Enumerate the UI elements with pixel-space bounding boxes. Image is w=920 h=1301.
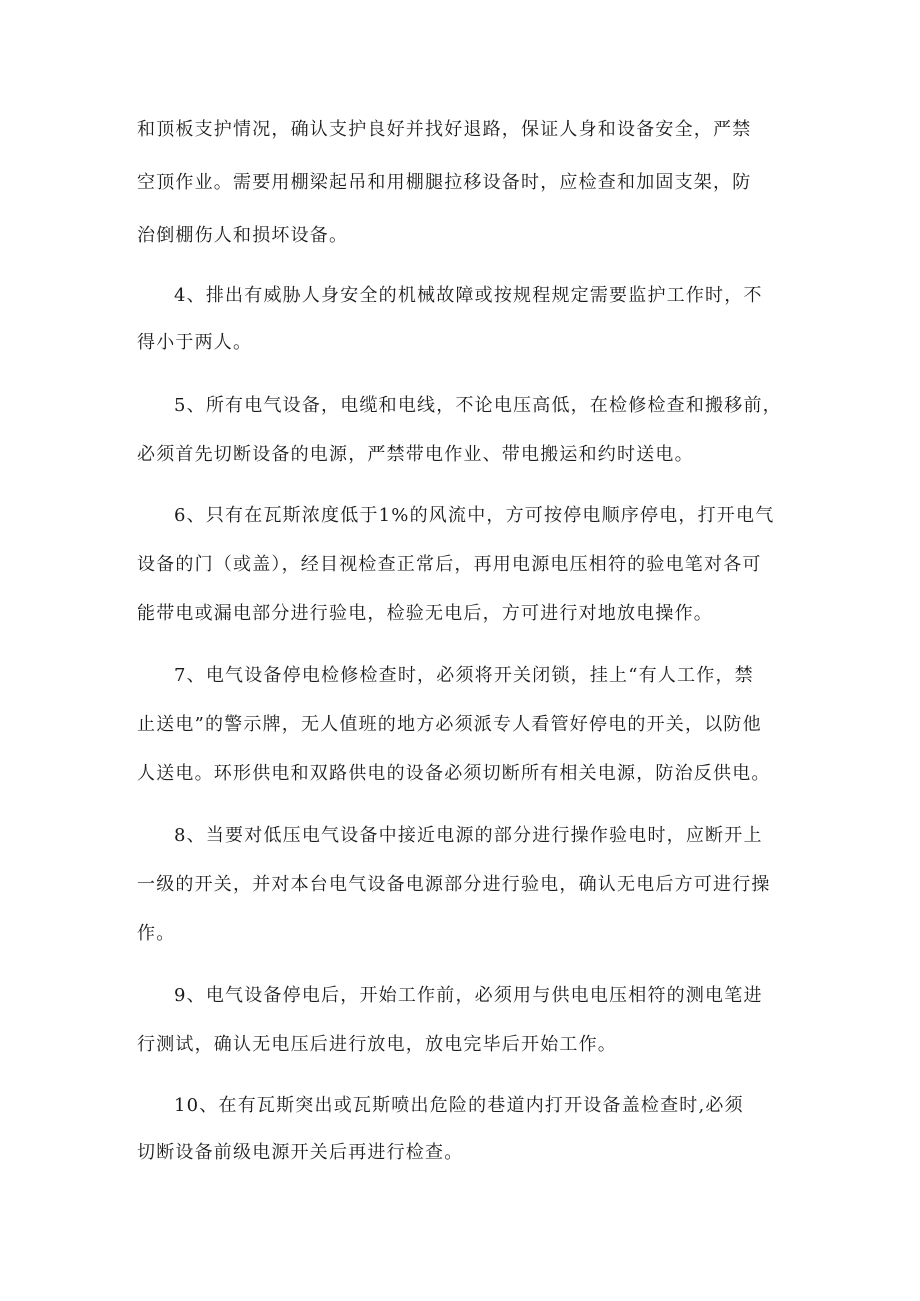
paragraph-line: 作。 — [137, 923, 176, 944]
paragraph-line: 4、排出有威胁人身安全的机械故障或按规程规定需要监护工作时，不 — [174, 285, 763, 306]
paragraph-line: 治倒棚伤人和损坏设备。 — [137, 225, 349, 246]
paragraph-line: 切断设备前级电源开关后再进行检查。 — [137, 1142, 464, 1163]
paragraph-line: 9、电气设备停电后，开始工作前，必须用与供电电压相符的测电笔进 — [174, 985, 763, 1006]
paragraph-line: 和顶板支护情况，确认支护良好并找好退路，保证人身和设备安全，严禁 — [137, 119, 752, 140]
paragraph-line: 行测试，确认无电压后进行放电，放电完毕后开始工作。 — [137, 1034, 617, 1055]
paragraph-line: 必须首先切断设备的电源，严禁带电作业、带电搬运和约时送电。 — [137, 444, 694, 465]
paragraph-line: 人送电。环形供电和双路供电的设备必须切断所有相关电源，防治反供电。 — [137, 763, 771, 784]
paragraph-line: 一级的开关，并对本台电气设备电源部分进行验电，确认无电后方可进行操 — [137, 874, 771, 895]
paragraph-line: 空顶作业。需要用棚梁起吊和用棚腿拉移设备时，应检查和加固支架，防 — [137, 172, 752, 193]
paragraph-line: 10、在有瓦斯突出或瓦斯喷出危险的巷道内打开设备盖检查时,必须 — [174, 1095, 744, 1116]
paragraph-line: 8、当要对低压电气设备中接近电源的部分进行操作验电时，应断开上 — [174, 825, 763, 846]
paragraph-line: 6、只有在瓦斯浓度低于1%的风流中，方可按停电顺序停电，打开电气 — [174, 505, 775, 526]
paragraph-line: 5、所有电气设备，电缆和电线，不论电压高低，在检修检查和搬移前， — [174, 395, 782, 416]
paragraph-line: 止送电”的警示牌，无人值班的地方必须派专人看管好停电的开关，以防他 — [137, 714, 762, 735]
paragraph-line: 能带电或漏电部分进行验电，检验无电后，方可进行对地放电操作。 — [137, 603, 713, 624]
paragraph-line: 7、电气设备停电检修检查时，必须将开关闭锁，挂上“有人工作，禁 — [174, 665, 754, 686]
paragraph-line: 设备的门（或盖），经目视检查正常后，再用电源电压相符的验电笔对各可 — [137, 554, 762, 575]
paragraph-line: 得小于两人。 — [137, 332, 253, 353]
